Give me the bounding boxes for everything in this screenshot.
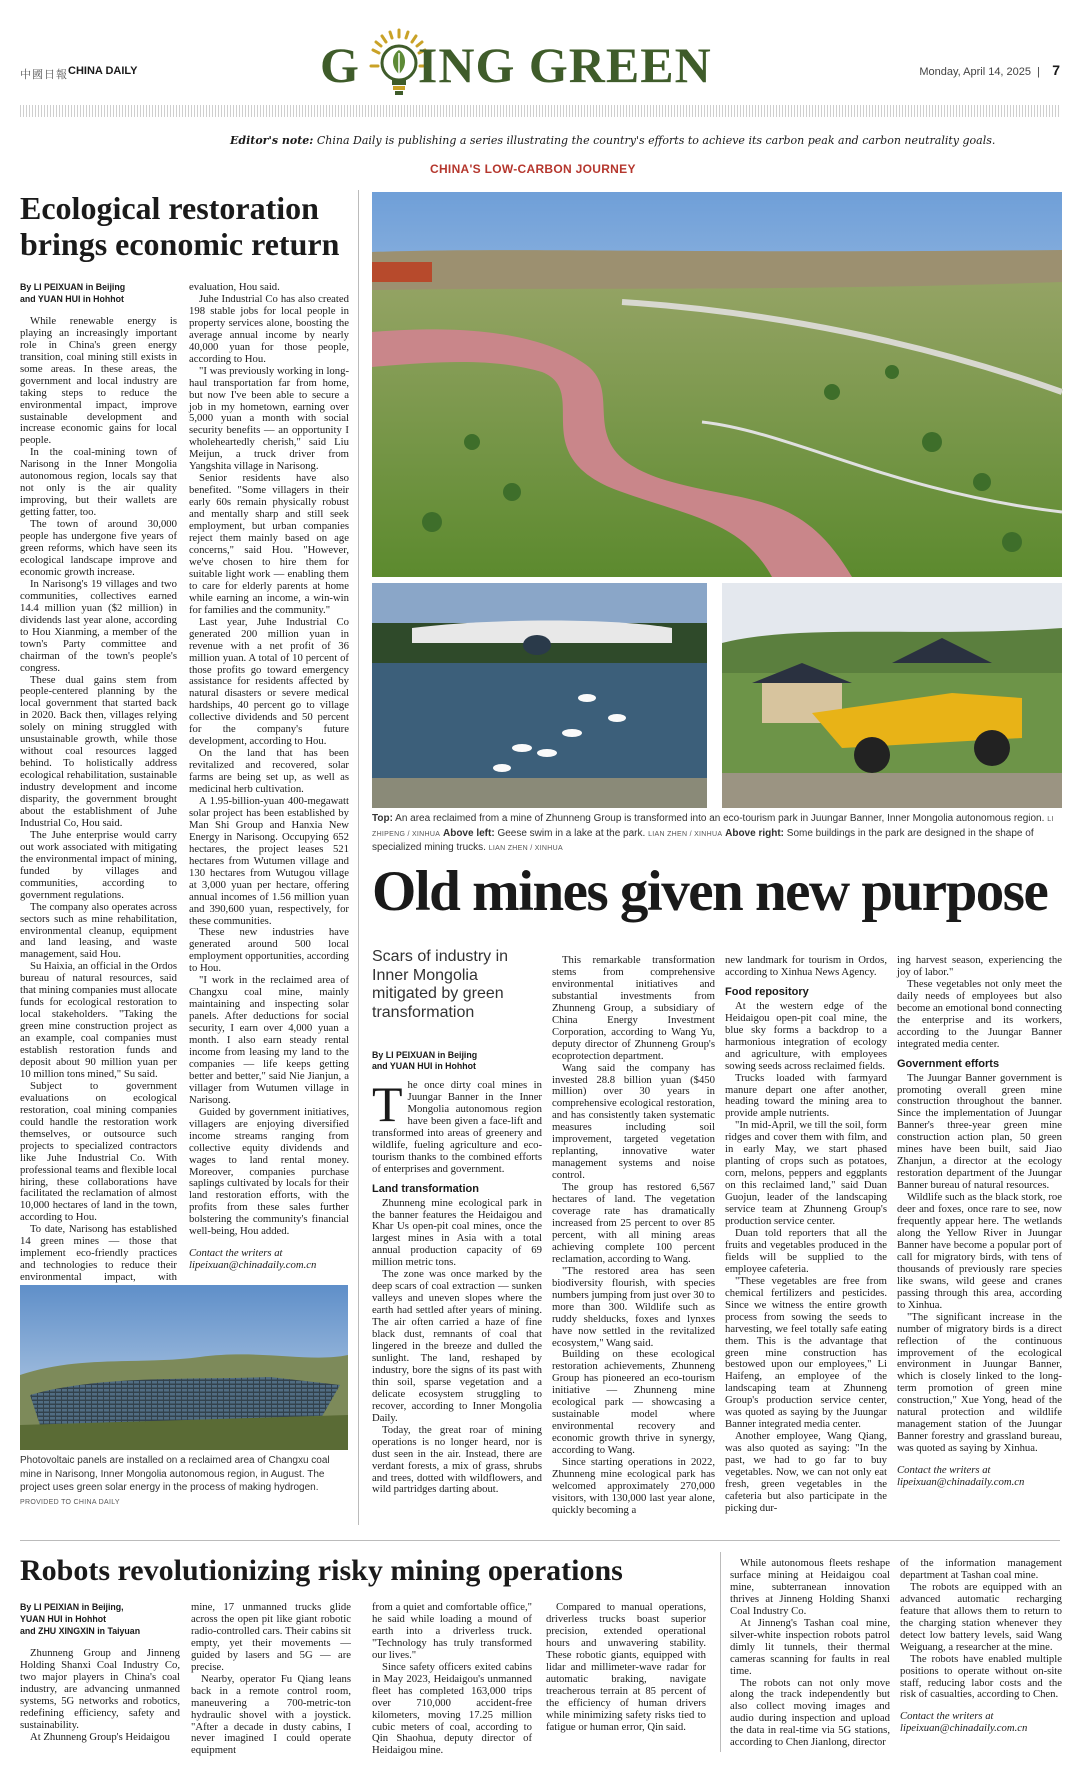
section-title: G ING GREEN	[320, 37, 712, 93]
story2-column-2	[552, 955, 715, 1530]
caption-text: An area reclaimed from a mine of Zhunneng Group is transformed into an eco-tourism park in Juungar Banner, Inner Mongolia autonomous region.	[395, 813, 1045, 824]
solar-panels-photo	[20, 1285, 348, 1450]
paragraph: "The significant increase in the number of migratory birds is a direct reflection of the continuous improvement of the ecological environment in Juungar Banner, which is closely linked to the long-term promotion of green mine construction," Xue Yong, head of the natural protection and wildlife management station of the Juungar Banner forestry and grassland bureau, was quoted as saying by Xinhua.	[897, 1310, 1062, 1455]
paragraph: The zone was once marked by the deep scars of coal extraction — sunken valleys and uneven slopes where the earth had settled after years of mining. The air often carried a haze of fine black dust, remnants of coal that lingered in the breeze and dulled the sunlight. The land, reshaped by industry, bore the signs of its past with thin soil, sparse vegetation and a delicate ecosystem struggling to recover, according to Inner Mongolia Daily.	[372, 1268, 542, 1424]
caption-text: Some buildings in the park are designed in the shape of specialized mining trucks.	[372, 827, 1034, 853]
paragraph: These dual gains stem from people-centered planning by the local government that started back in 2020. Back then, villages relying solely on mining struggled with unsustainable growth, while those without coal resources lagged behind. To holistically address ecological rehabilitation, sustainable industry development and income disparity, the government brought about the establishment of Juhe Industrial Co, Hou said.	[20, 673, 177, 829]
paragraph: The company also operates across sectors such as mine rehabilitation, environmental cleanup, equipment and land leasing, and waste management, said Hou.	[20, 900, 177, 961]
solar-panels-image	[20, 1285, 348, 1450]
story3-byline-3: and ZHU XINGXIN in Taiyuan	[20, 1625, 141, 1636]
paragraph: Another employee, Wang Qiang, was also quoted as saying: "In the past, we had to go far to buy vegetables. Now, we can not only eat fresh, green vegetables in the cafeteria but also participate in the picking dur-	[725, 1430, 887, 1514]
story2-column-1	[372, 1076, 542, 1530]
story3-headline: Robots revolutionizing risky mining operations	[20, 1554, 623, 1587]
page-number: 7	[1052, 62, 1060, 78]
story3-byline	[20, 1602, 180, 1638]
paragraph: of the information management department at Tashan coal mine.	[900, 1557, 1062, 1581]
story3-column-1	[20, 1602, 180, 1752]
paragraph: A 1.95-billion-yuan 400-megawatt solar project has been established by Man Shi Group and Hanxia New Energy in Narisong. Occupying 652 hectares, the project leases 521 hectares from Wutumen village and 130 hectares from Wutugou village at 3,000 yuan per hectare, offering annual incomes of 1.56 million yuan and 390,600 yuan, respectively, for these communities.	[189, 794, 349, 927]
paragraph: The Juungar Banner government is promoting overall green mine construction throughout the banner. Since the implementation of Juungar Banner's three-year green mine construction action plan, 50 green mines have been built, said Jiao Zhanjun, a director at the ecology restoration department of the Juungar Banner bureau of natural resources.	[897, 1071, 1062, 1192]
paragraph: "These vegetables are free from chemical fertilizers and pesticides. Since we witness the entire growth process from sowing the seeds to harvesting, we feel totally safe eating them. This is the advantage that green mine construction has bestowed upon our employees," Li Haifeng, an employee of the landscaping team at Zhunneng Group's production service center, was quoted as saying by the Juungar Banner integrated media center.	[725, 1274, 887, 1431]
paragraph: Subject to government evaluations on ecological restoration, coal mining companies could handle the restoration work themselves, or outsource such projects to specialized contractors like Juhe Industrial Co. With professional teams and flexible local hiring, these collaborations have facilitated the reclamation of almost 10,000 hectares of land in the town, according to Hou.	[20, 1079, 177, 1224]
contact-label: Contact the writers at	[189, 1247, 283, 1260]
paragraph: Wildlife such as the black stork, roe deer and foxes, once rare to see, now frequently appear here. The wetlands along the Yellow River in Juungar Banner have become a popular port of call for migratory birds, with tens of thousands of previously rare species like swans, wild geese and cranes passing through this area, according to Xinhua.	[897, 1191, 1062, 1311]
paragraph: To date, Narisong has established 14 green mines — those that implement eco-friendly practices and technologies to reduce their environmental impact, with	[20, 1223, 177, 1284]
story2-byline	[372, 1050, 542, 1072]
paragraph: Senior residents have also benefited. "Some villagers in their early 60s remain physically robust and mentally sharp and still seek employment, but urban companies reject them mainly based on age concerns," said Hou. "However, we've chosen to hire them for suitable light work — enabling them to care for elderly parents at home while earning an income, a win-win for families and the community."	[189, 472, 349, 616]
column-rule	[358, 190, 359, 1525]
paragraph: Juhe Industrial Co has also created 198 stable jobs for local people in property services alone, boosting the average annual income by nearly 40,000 yuan for those people, according to Hou.	[189, 292, 349, 365]
story3-column-6	[900, 1558, 1062, 1752]
paragraph: Guided by government initiatives, villagers are enjoying diversified income streams ranging from collective equity dividends and wages to land rental money. Moreover, companies purchase saplings cultivated by locals for their land restoration efforts, with the profits from these sales further bolstering the community's financial well-being, Hou added.	[189, 1105, 349, 1238]
story3-column-3	[372, 1601, 532, 1757]
column-rule	[720, 1552, 721, 1752]
story1-byline-2: and YUAN HUI in Hohhot	[20, 293, 124, 304]
paragraph: Last year, Juhe Industrial Co generated 200 million yuan in revenue with a net profit of 36 million yuan. A total of 10 percent of those profits go toward emergency assistance for residents affected by natural disasters or severe medical hardships, 40 percent go to village collective dividends and 50 percent for the company's future development, according to Hou.	[189, 615, 349, 748]
story2-byline-2: and YUAN HUI in Hohhot	[372, 1061, 476, 1071]
paragraph: This remarkable transformation stems from comprehensive environmental initiatives and substantial investments from Zhunneng Group, a subsidiary of China Energy Investment Corporation, according to Wang Yu, deputy director of Zhunneng Group's ecoprotection department.	[552, 954, 715, 1062]
paragraph: In the coal-mining town of Narisong in the Inner Mongolia autonomous region, locals say that not only is the air quality improving, but their wallets are getting fatter, too.	[20, 446, 177, 519]
paragraph: evaluation, Hou said.	[189, 281, 280, 293]
paragraph: While renewable energy is playing an increasingly important role in China's green energy transition, coal mining still exists in some areas. In these areas, the government and local industry are taking steps to reduce the environmental impact, improve sustainable development and increase economic gains for local people.	[20, 314, 177, 447]
mining-truck-buildings-photo	[722, 583, 1062, 808]
contact-label: Contact the writers at	[897, 1464, 991, 1477]
china-daily-logo-cn: 中國日報	[20, 68, 68, 81]
paragraph: Since safety officers exited cabins in May 2023, Heidaigou's unmanned fleet has completed 163,000 trips over 710,000 accident-free kilometers, moving 17.25 million cubic meters of coal, according to Qin Shaohua, deputy director of Heidaigou mine.	[372, 1660, 532, 1757]
contact-email[interactable]: lipeixuan@chinadaily.com.cn	[189, 1259, 317, 1272]
subhead-land-transformation: Land transformation	[372, 1182, 479, 1195]
paragraph: The town of around 30,000 people has undergone five years of green reforms, which have seen its ecological landscape improve and economic growth increase.	[20, 518, 177, 578]
paragraph: new landmark for tourism in Ordos, according to Xinhua News Agency.	[725, 954, 887, 978]
paragraph: Today, the great roar of mining operations is no longer heard, nor is dust seen in the air. Instead, there are verdant forests, a mix of grass, shrubs and trees, dotted with wildflowers, and wild partridges darting about.	[372, 1423, 542, 1496]
paragraph: The group has restored 6,567 hectares of land. The vegetation coverage rate has dramatically increased from 25 percent to over 85 percent, with all mining areas achieving complete 100 percent reclamation, according to Wang.	[552, 1181, 715, 1265]
story1-column-1	[20, 282, 177, 1284]
paragraph: Since starting operations in 2022, Zhunneng mine ecological park has welcomed approximately 270,000 visitors, with 130,000 last year alone, quickly becoming a	[552, 1456, 715, 1516]
paragraph: Nearby, operator Fu Qiang leans back in a remote control room, maneuvering a 700-metric-ton hydraulic shovel with a joystick. "After a decade in dusty cabins, I never imagined I could operate equipment	[191, 1672, 351, 1757]
caption-label: Top:	[372, 813, 393, 824]
caption-label: Above right:	[725, 827, 784, 839]
issue-date-text: Monday, April 14, 2025	[919, 66, 1032, 78]
paragraph: from a quiet and comfortable office," he said while loading a mound of earth into a driverless truck. "Technology has truly transformed our lives."	[372, 1601, 532, 1661]
editor-note-label: Editor's note:	[230, 134, 314, 147]
paragraph: On the land that has been revitalized and recovered, solar farms are being set up, as well as medicinal herb cultivation.	[189, 747, 349, 796]
caption-text: Geese swim in a lake at the park.	[497, 827, 646, 839]
drop-cap: T	[372, 1076, 403, 1132]
paragraph: At the western edge of the Heidaigou open-pit coal mine, the blue sky forms a backdrop to a harmonious integration of ecology and agriculture, with employees sowing seeds across reclaimed fields.	[725, 999, 887, 1072]
story3-contact	[900, 1711, 1062, 1735]
paragraph: In Narisong's 19 villages and two communities, collectives earned 14.4 million yuan ($2 million) in dividends last year alone, according to Hou Xianming, a member of the town's Party committee and chairman of the town's people's congress.	[20, 577, 177, 674]
paragraph: The robots can not only move along the track independently but also collect moving images and audio during inspection and upload the data in real-time via 5G stations, according to Chen Jianlong, director	[730, 1676, 890, 1749]
story3-byline-1: By LI PEIXIAN in Beijing,	[20, 1602, 124, 1612]
paragraph: Zhunneng Group and Jinneng Holding Shanxi Coal Industry Co, two major players in China's coal industry, are advancing unmanned systems, 5G networks and robotics, redefining efficiency, safety and sustainability.	[20, 1646, 180, 1731]
paragraph: Building on these ecological restoration achievements, Zhunneng Group has pioneered an eco-tourism initiative — Zhunneng mine ecological park — showcasing a sustainable model where environmental recovery and economic growth thrive in synergy, according to Wang.	[552, 1348, 715, 1457]
lake-geese-image	[372, 583, 707, 808]
story3-byline-2: YUAN HUI in Hohhot	[20, 1613, 107, 1624]
story2-column-3	[725, 955, 887, 1530]
story2-lead	[372, 1076, 542, 1176]
china-daily-logo: CHINA DAILY	[68, 65, 138, 77]
contact-email[interactable]: lipeixuan@chinadaily.com.cn	[900, 1722, 1028, 1735]
photo-credit: LIAN ZHEN / XINHUA	[648, 830, 723, 838]
lake-geese-photo	[372, 583, 707, 808]
paragraph: Su Haixia, an official in the Ordos bureau of natural resources, said that mining companies must allocate funds for ecological restoration to local stakeholders. "Taking the green mine construction project as an example, coal companies must establish restoration funds and deposit about 90 million yuan per 10 million tons mined," Su said.	[20, 960, 177, 1080]
contact-label: Contact the writers at	[900, 1710, 994, 1723]
story1-contact	[189, 1248, 349, 1272]
story3-column-5	[730, 1558, 890, 1752]
photo-credit: LI ZHIPENG / XINHUA	[372, 816, 1054, 838]
paragraph: "The restored area has seen biodiversity flourish, with species numbers jumping from just over 30 to more than 300. Wildlife such as ruddy shelducks, foxes and lynxes have now settled in the revitalized ecosystem," Wang said.	[552, 1264, 715, 1349]
paragraph: "In mid-April, we till the soil, form ridges and cover them with film, and in early May, we start phased planting of crops such as potatoes, corn, melons, peppers and eggplants on this reclaimed land," said Duan Guojun, leader of the landscaping service team at Zhunneng Group's production service center.	[725, 1119, 887, 1228]
story2-deck: Scars of industry in Inner Mongolia mitigated by green transformation	[372, 948, 509, 1021]
paragraph: "I work in the reclaimed area of Changxu coal mine, mainly maintaining and inspecting solar panels. After deductions for social security, I earn over 4,000 yuan a month. I also earn steady rental income from leasing my land to the companies — life keeps getting better and better," said Nie Jianjun, a villager from Wutumen village in Narisong.	[189, 974, 349, 1106]
eco-park-aerial-image	[372, 192, 1062, 577]
photo-credit: PROVIDED TO CHINA DAILY	[20, 1498, 120, 1506]
story1-headline: Ecological restoration brings economic return	[20, 190, 340, 262]
story2-column-4	[897, 955, 1062, 1530]
story3-column-2	[191, 1601, 351, 1757]
caption-label: Above left:	[442, 827, 495, 839]
paragraph: These vegetables not only meet the daily needs of employees but also become an emotional bond connecting the enterprise and its workers, according to the Juungar Banner integrated media center.	[897, 977, 1063, 1050]
issue-date: Monday, April 14, 2025 |	[919, 66, 1040, 78]
story2-headline: Old mines given new purpose	[372, 860, 1048, 923]
masthead-rule	[20, 105, 1060, 117]
paragraph: "I was previously working in long-haul transportation far from home, but now I've been able to secure a job in my hometown, earning over 5,000 yuan a month with social security benefits — an opportunity I wholeheartedly cherish," said Liu Meijun, a truck driver from Yangshita village in Narisong.	[189, 364, 349, 473]
editor-note-text: China Daily is publishing a series illustrating the country's efforts to achieve its carbon peak and carbon neutrality goals.	[316, 134, 996, 147]
paragraph: Zhunneng mine ecological park in the banner features the Heidaigou and Khar Us open-pit coal mines, once the largest mines in Asia with a total annual production capacity of 69 million metric tons.	[372, 1196, 542, 1269]
story1-byline-1: By LI PEIXUAN in Beijing	[20, 282, 126, 292]
section-title-rest: ING GREEN	[417, 37, 712, 93]
paragraph: The robots are equipped with an advanced automatic recharging feature that allows them to return to the charging station whenever they detect low battery levels, said Wang Weiguang, a researcher at the mine.	[900, 1580, 1062, 1653]
contact-email[interactable]: lipeixuan@chinadaily.com.cn	[897, 1476, 1025, 1489]
paragraph: Compared to manual operations, driverless trucks boast superior precision, extended operational hours and unwavering stability. These robotic giants, equipped with lidar and millimeter-wave radar for automatic braking, navigate treacherous terrain at 85 percent of the efficiency of human drivers while minimizing safety risks tied to fatigue or human error, Qin said.	[546, 1601, 706, 1733]
paragraph: At Jinneng's Tashan coal mine, silver-white inspection robots patrol dimly lit tunnels, their thermal cameras scanning for faults in real time.	[730, 1616, 890, 1677]
subhead-food-repository: Food repository	[725, 985, 809, 998]
photos-caption	[372, 812, 1062, 856]
editor-note	[230, 134, 1030, 147]
section-rule	[20, 1540, 1060, 1541]
mining-truck-buildings-image	[722, 583, 1062, 808]
paragraph: Wang said the company has invested 28.8 billion yuan ($450 million) over 30 years in comprehensive ecological restoration, and has consistently taken systematic measures including soil improvement, targeted vegetation replanting, innovative water management systems and noise control.	[552, 1061, 715, 1182]
story3-column-4	[546, 1602, 706, 1752]
paragraph: These new industries have generated around 500 local employment opportunities, according to Hou.	[189, 926, 349, 975]
paragraph: The Juhe enterprise would carry out work associated with mitigating the environmental impact of mining, funded by villages and communities, according to government regulations.	[20, 828, 177, 901]
masthead	[20, 28, 1060, 98]
story2-contact	[897, 1465, 1062, 1489]
solar-photo-caption	[20, 1454, 348, 1509]
paragraph: Duan told reporters that all the fruits and vegetables produced in the fields will be supplied to the employee cafeteria.	[725, 1226, 887, 1275]
photo-credit: LIAN ZHEN / XINHUA	[488, 845, 563, 852]
lead-text: he once dirty coal mines in Juungar Banner in the Inner Mongolia autonomous region have been given a face-lift and transformed into areas of greenery and wildlife, fueling agriculture and eco-tourism thanks to the combined efforts of enterprises and government.	[372, 1079, 542, 1175]
subhead-government-efforts: Government efforts	[897, 1057, 1000, 1070]
series-kicker: CHINA'S LOW-CARBON JOURNEY	[430, 162, 636, 176]
eco-park-aerial-photo	[372, 192, 1062, 577]
paragraph: At Zhunneng Group's Heidaigou	[30, 1730, 170, 1743]
paragraph: mine, 17 unmanned trucks glide across the open pit like giant robotic radio-controlled cars. Their cabins sit empty, yet their movements — guided by lasers and 5G — are precise.	[191, 1601, 351, 1673]
paragraph: ing harvest season, experiencing the joy of labor."	[897, 954, 1062, 978]
caption-text: Photovoltaic panels are installed on a reclaimed area of Changxu coal mine in Narisong, Inner Mongolia autonomous region, in August. The project uses green solar energy in the process of making hydrogen.	[20, 1455, 330, 1493]
story1-column-2	[189, 282, 349, 1278]
paragraph: While autonomous fleets reshape surface mining at Heidaigou coal mine, subterranean innovation thrives at Jinneng Holding Shanxi Coal Industry Co.	[730, 1557, 890, 1617]
story1-byline	[20, 282, 177, 306]
paragraph: The robots have enabled multiple positions to operate without on-site staff, reducing labor costs and the risk of casualties, according to Chen.	[900, 1652, 1062, 1701]
story2-byline-1: By LI PEIXUAN in Beijing	[372, 1050, 478, 1060]
paragraph: Trucks loaded with farmyard manure depart one after another, heading toward the mining area to provide ample nutrients.	[725, 1071, 887, 1120]
